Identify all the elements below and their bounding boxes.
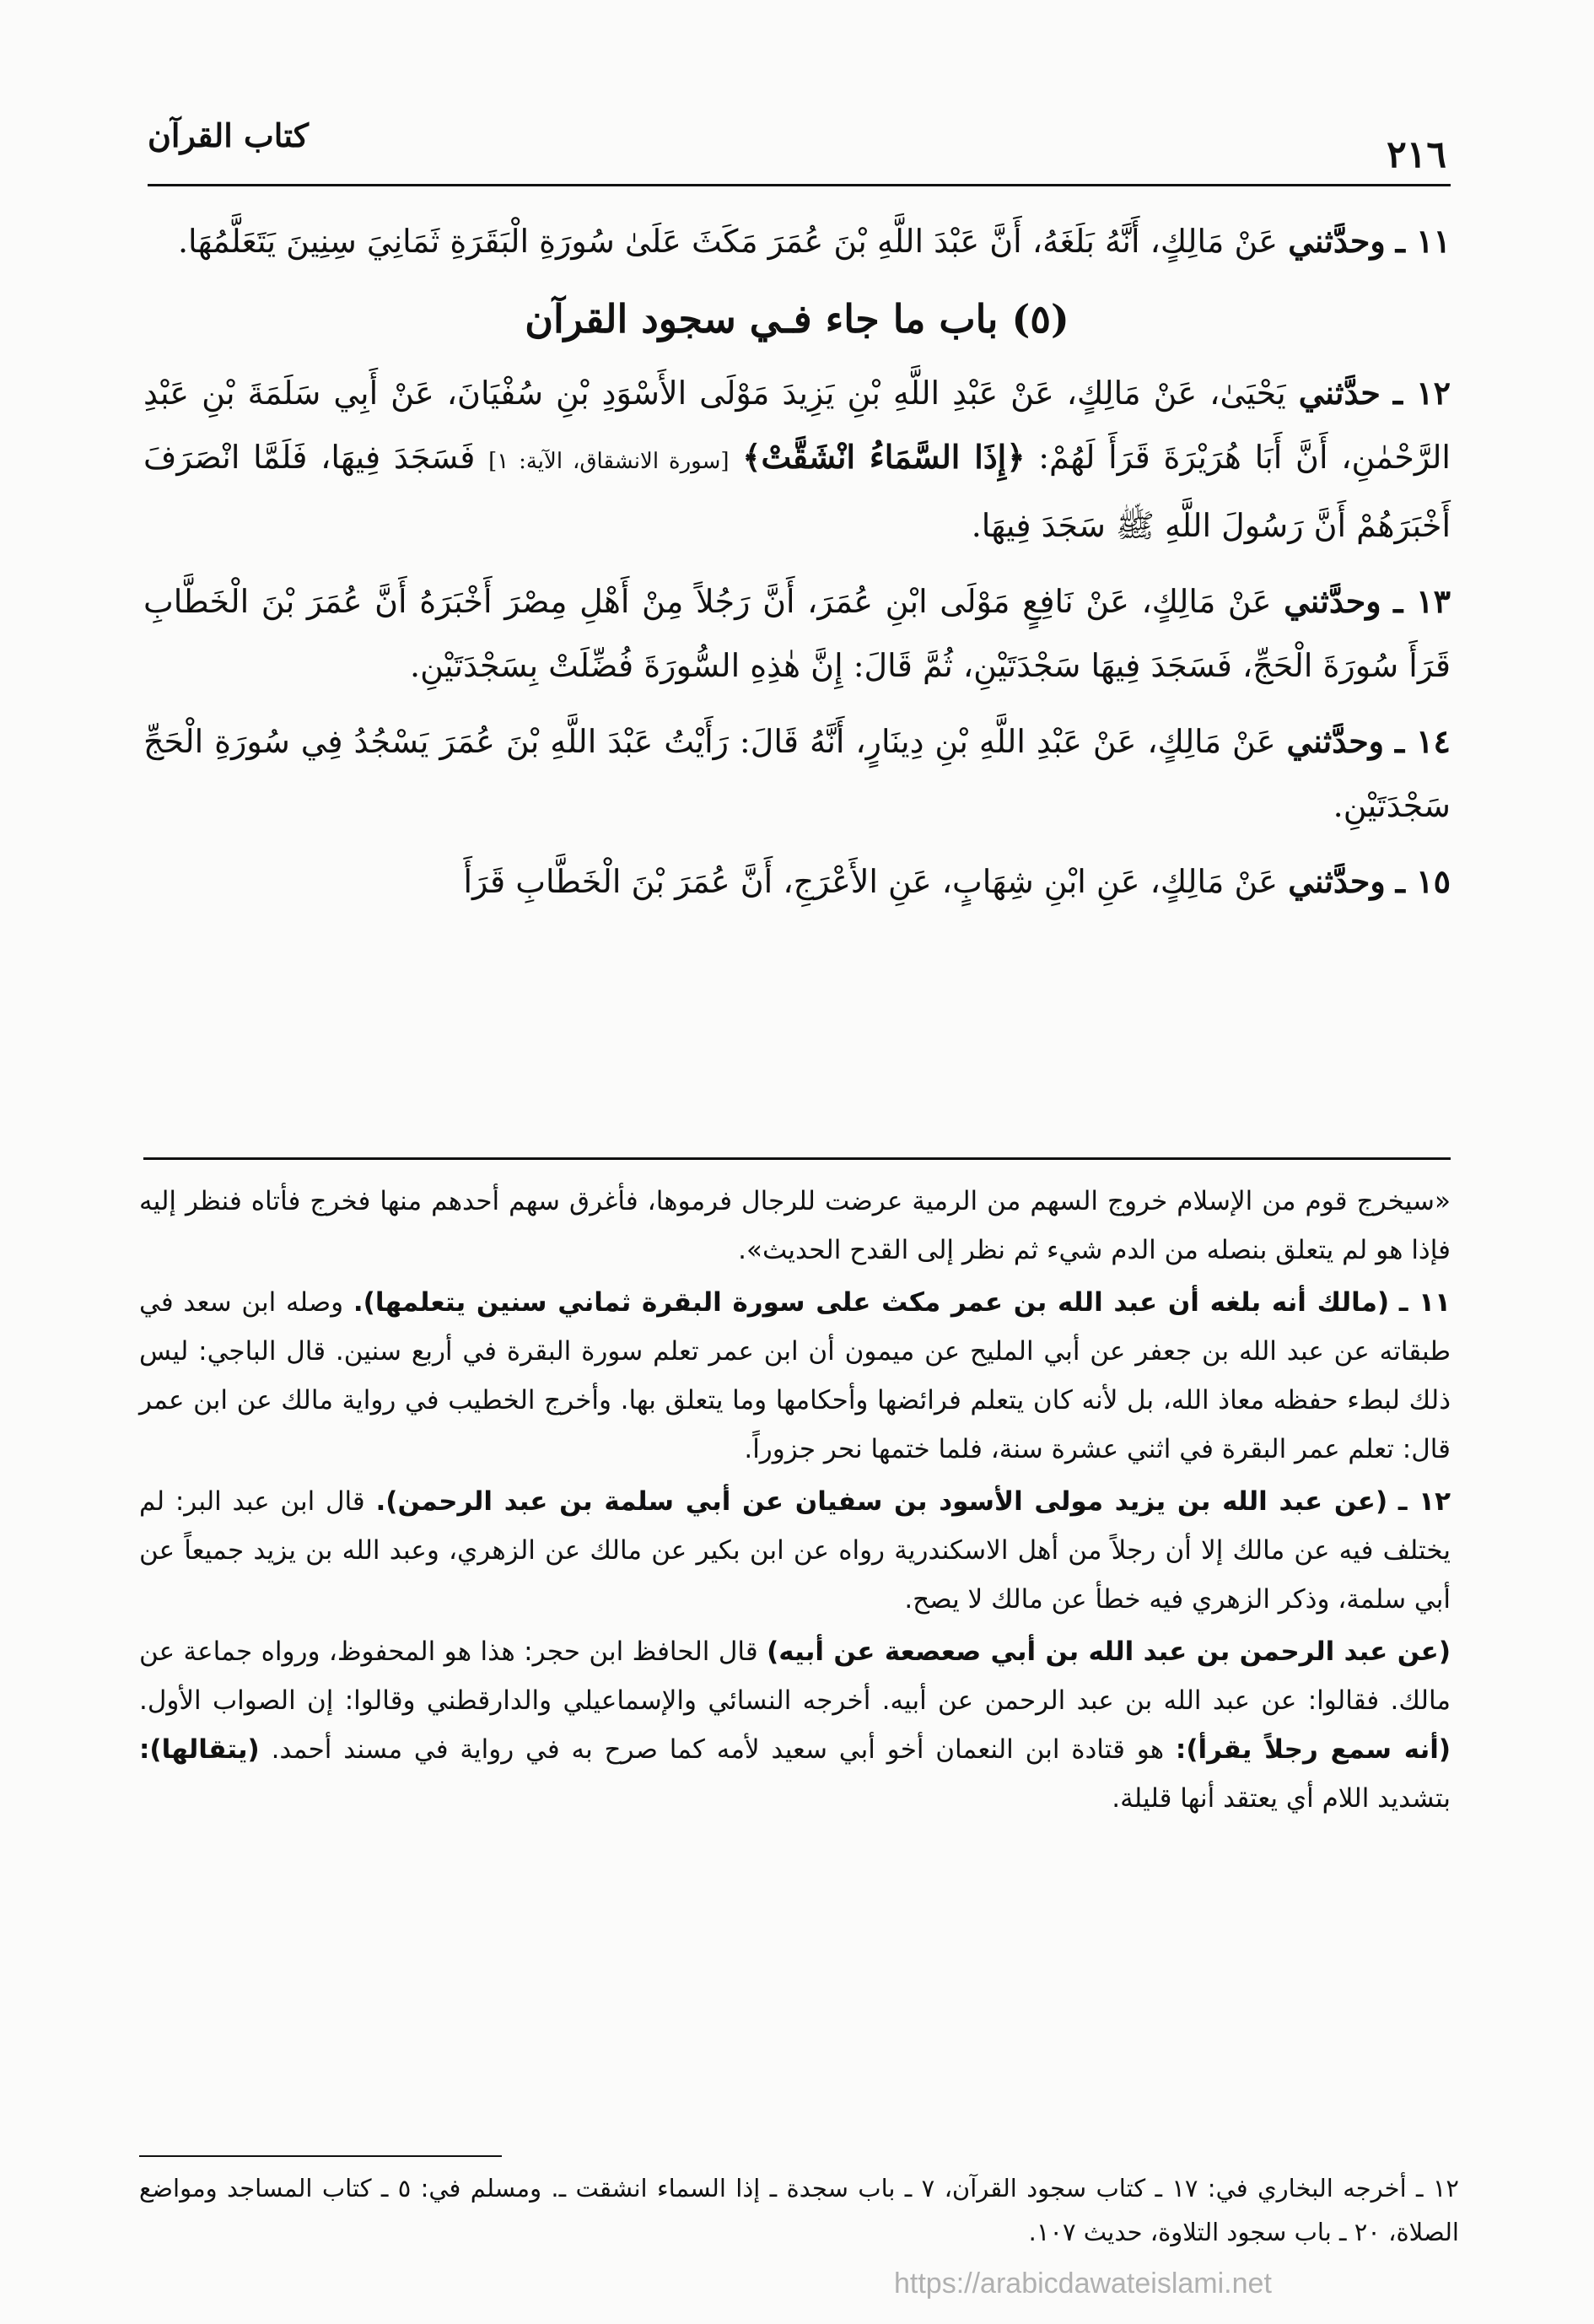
hadith-number: ١٥ ـ: [1395, 862, 1451, 900]
commentary-body: قال الحافظ ابن حجر: هذا هو المحفوظ، ورواه جماعة عن مالك. فقالوا: عن عبد الله بن عبد الرحمن عن أبيه. أخرجه النسائي والإسماعيلي والدارقطني وقالوا: إن الصواب الأول.: [139, 1637, 1451, 1716]
hadith-12: [143, 361, 1451, 558]
commentary-quote: (عن عبد الرحمن بن عبد الله بن أبي صعصعة عن أبيه): [767, 1637, 1451, 1667]
hadith-body-continued: فَسَجَدَ فِيهَا، فَلَمَّا انْصَرَفَ أَخْبَرَهُمْ أَنَّ رَسُولَ اللَّهِ ﷺ سَجَدَ فِيهَا.: [143, 439, 1451, 544]
hadith-body: عَنْ مَالِكٍ، عَنْ نَافِعٍ مَوْلَى ابْنِ عُمَرَ، أَنَّ رَجُلاً مِنْ أَهْلِ مِصْرَ أَخْبَرَهُ أَنَّ عُمَرَ بْنَ الْخَطَّابِ قَرَأَ سُورَةَ الْحَجِّ، فَسَجَدَ فِيهَا سَجْدَتَيْنِ، ثُمَّ قَالَ: إِنَّ هٰذِهِ السُّورَةَ فُضِّلَتْ بِسَجْدَتَيْنِ.: [143, 583, 1451, 684]
watermark-url: https://arabicdawateislami.net: [894, 2267, 1272, 2300]
hadith-opener: وحدَّثني: [1288, 222, 1386, 260]
commentary-12-continued: [139, 1627, 1451, 1823]
commentary-quote: (يتقالها):: [139, 1734, 260, 1765]
commentary-body: وصله ابن سعد في طبقاته عن عبد الله بن جعفر عن أبي المليح عن ميمون أن ابن عمر تعلم سورة البقرة في أربع سنين. قال الباجي: ليس ذلك لبطء حفظه معاذ الله، بل لأنه كان يتعلم فرائضها وأحكامها وما يتعلق بها. وأخرج الخطيب في رواية مالك عن ابن عمر قال: تعلم عمر البقرة في اثني عشرة سنة، فلما ختمها نحر جزوراً.: [139, 1287, 1451, 1464]
commentary-body: هو قتادة ابن النعمان أخو أبي سعيد لأمه كما صرح به في رواية في مسند أحمد.: [271, 1734, 1165, 1765]
page-header: [148, 116, 1446, 184]
hadith-opener: حدَّثني: [1298, 374, 1381, 412]
hadith-text-block: [143, 209, 1451, 925]
hadith-15: [143, 849, 1451, 914]
commentary-block: [139, 1177, 1451, 1826]
hadith-body: يَحْيَىٰ، عَنْ مَالِكٍ، عَنْ عَبْدِ اللَّهِ بْنِ يَزِيدَ مَوْلَى الأَسْوَدِ بْنِ سُفْيَانَ، عَنْ أَبِي سَلَمَةَ بْنِ عَبْدِ الرَّحْمٰنِ، أَنَّ أَبَا هُرَيْرَةَ قَرَأَ لَهُمْ:: [143, 375, 1451, 476]
commentary-number: ١١ ـ: [1398, 1287, 1451, 1318]
header-divider: [148, 184, 1451, 186]
hadith-13: [143, 569, 1451, 698]
commentary-12: [139, 1477, 1451, 1624]
hadith-number: ١٢ ـ: [1392, 374, 1451, 412]
footnote: ١٢ ـ أخرجه البخاري في: ١٧ ـ كتاب سجود القرآن، ٧ ـ باب سجدة ـ إذا السماء انشقت ـ. ومسلم في: ٥ ـ كتاب المساجد ومواضع الصلاة، ٢٠ ـ باب سجود التلاوة، حديث ١٠٧.: [139, 2174, 1459, 2246]
footnote-divider: [139, 2155, 502, 2157]
commentary-body: قال ابن عبد البر: لم يختلف فيه عن مالك إلا أن رجلاً من أهل الاسكندرية رواه عن ابن بكير عن مالك عن الزهري، وعبد الله بن يزيد جميعاً عن أبي سلمة، وذكر الزهري فيه خطأ عن مالك لا يصح.: [139, 1486, 1451, 1615]
book-title: كتاب القرآن: [148, 116, 309, 154]
hadith-11: [143, 209, 1451, 273]
verse-reference: [سورة الانشقاق، الآية: ١]: [488, 449, 730, 474]
hadith-body: عَنْ مَالِكٍ، عَنِ ابْنِ شِهَابٍ، عَنِ الأَعْرَجِ، أَنَّ عُمَرَ بْنَ الْخَطَّابِ قَرَأَ: [463, 863, 1279, 900]
hadith-14: [143, 709, 1451, 838]
page-number: ٢١٦: [1387, 133, 1446, 176]
commentary-divider: [143, 1157, 1451, 1160]
commentary-number: ١٢ ـ: [1397, 1486, 1451, 1517]
hadith-number: ١٣ ـ: [1393, 582, 1451, 620]
chapter-heading: (٥) باب ما جاء فـي سجود القرآن: [525, 296, 1069, 342]
hadith-number: ١٤ ـ: [1394, 722, 1451, 760]
commentary-quote: (عن عبد الله بن يزيد مولى الأسود بن سفيان عن أبي سلمة بن عبد الرحمن).: [375, 1486, 1388, 1517]
commentary-intro: «سيخرج قوم من الإسلام خروج السهم من الرمية عرضت للرجال فرموها، فأغرق سهم أحدهم منها فخرج فأتاه فنظر إليه فإذا هو لم يتعلق بنصله من الدم شيء ثم نظر إلى القدح الحديث».: [139, 1186, 1451, 1265]
commentary-body: بتشديد اللام أي يعتقد أنها قليلة.: [1112, 1783, 1451, 1814]
hadith-body: عَنْ مَالِكٍ، عَنْ عَبْدِ اللَّهِ بْنِ دِينَارٍ، أَنَّهُ قَالَ: رَأَيْتُ عَبْدَ اللَّهِ بْنَ عُمَرَ يَسْجُدُ فِي سُورَةِ الْحَجِّ سَجْدَتَيْنِ.: [143, 723, 1451, 824]
hadith-opener: وحدَّثني: [1286, 722, 1385, 760]
commentary-quote: (أنه سمع رجلاً يقرأ):: [1175, 1734, 1451, 1765]
hadith-body: عَنْ مَالِكٍ، أَنَّهُ بَلَغَهُ، أَنَّ عَبْدَ اللَّهِ بْنَ عُمَرَ مَكَثَ عَلَىٰ سُورَةِ الْبَقَرَةِ ثَمَانِيَ سِنِينَ يَتَعَلَّمُهَا.: [177, 223, 1279, 260]
commentary-11: [139, 1278, 1451, 1474]
quran-verse: ﴿إِذَا السَّمَاءُ انْشَقَّتْ﴾: [742, 438, 1026, 476]
hadith-opener: وحدَّثني: [1288, 862, 1386, 900]
hadith-opener: وحدَّثني: [1284, 582, 1381, 620]
commentary-quote: (مالك أنه بلغه أن عبد الله بن عمر مكث على سورة البقرة ثماني سنين يتعلمها).: [353, 1287, 1390, 1318]
hadith-number: ١١ ـ: [1395, 222, 1451, 260]
